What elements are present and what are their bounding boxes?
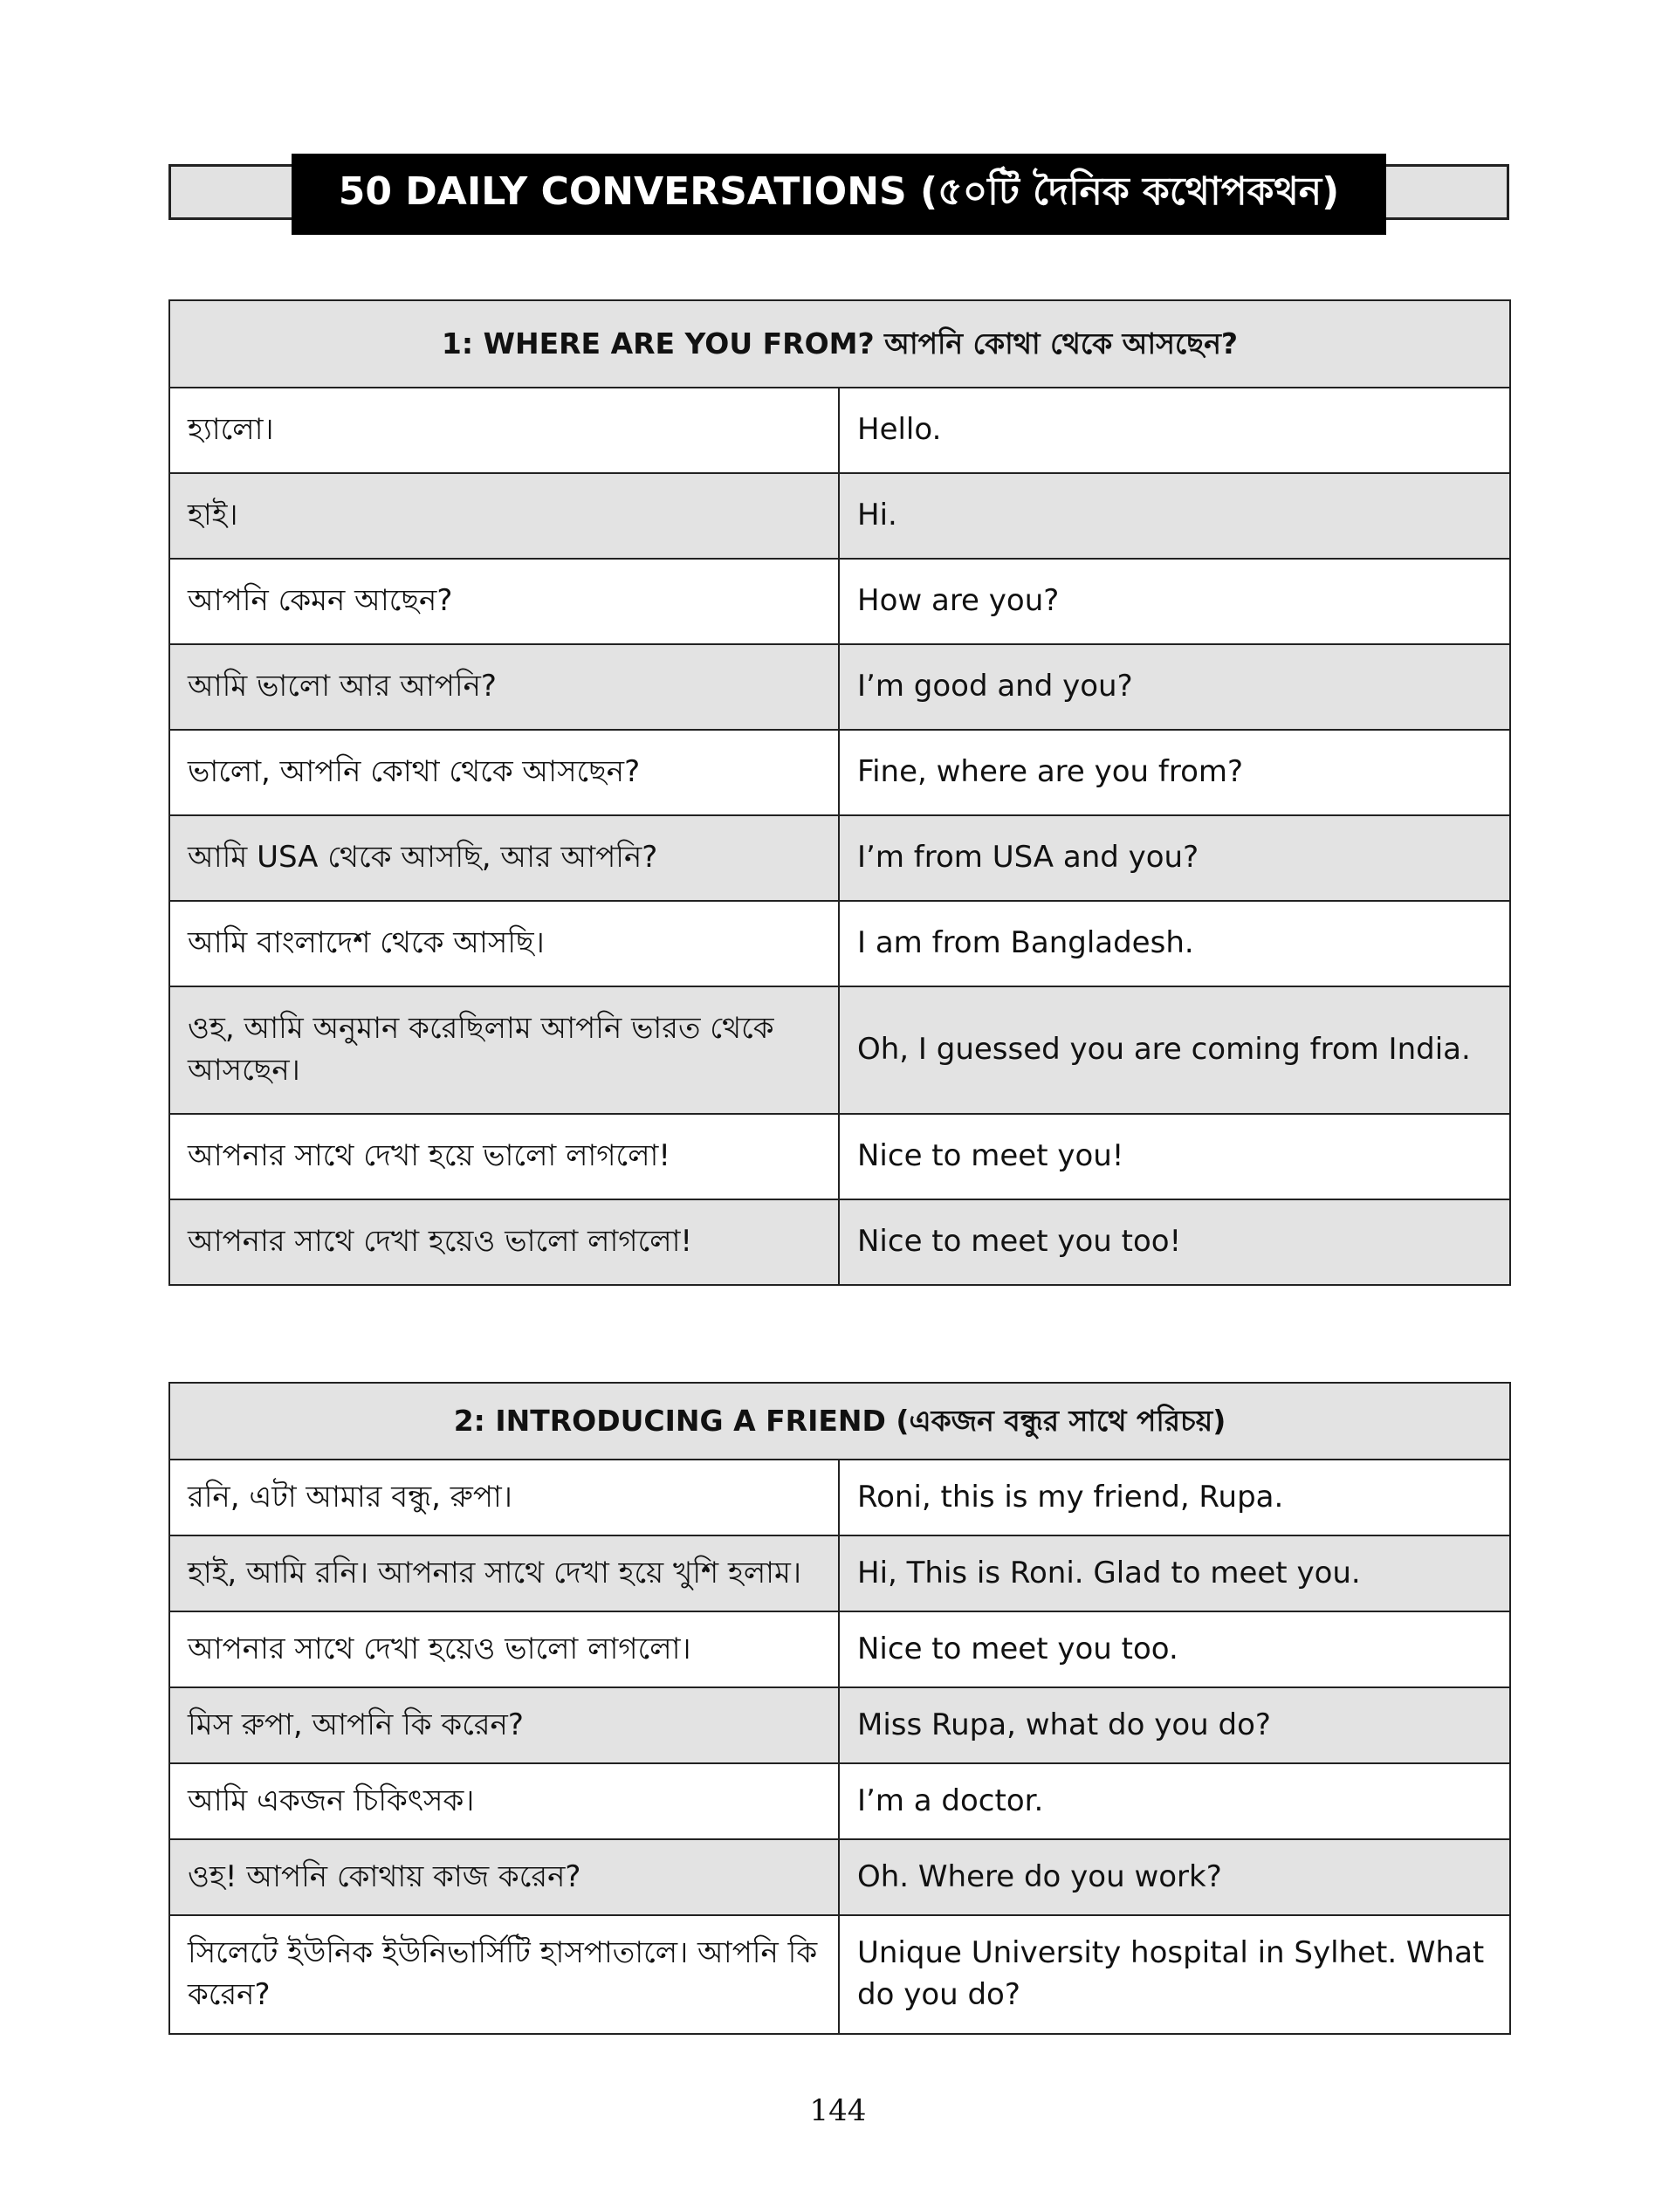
table-row xyxy=(169,1763,1510,1839)
table-row xyxy=(169,730,1510,815)
conversation-table-1 xyxy=(168,299,1511,1286)
table-row xyxy=(169,1687,1510,1763)
english-cell: Nice to meet you too! xyxy=(839,1199,1510,1285)
table-row xyxy=(169,559,1510,644)
english-cell: Nice to meet you! xyxy=(839,1114,1510,1199)
bengali-cell: আমি বাংলাদেশ থেকে আসছি। xyxy=(169,901,839,986)
english-cell: Hello. xyxy=(839,388,1510,473)
english-cell: I’m a doctor. xyxy=(839,1763,1510,1839)
table-row xyxy=(169,644,1510,730)
bengali-cell: রনি, এটা আমার বন্ধু, রুপা। xyxy=(169,1460,839,1535)
english-cell: Hi, This is Roni. Glad to meet you. xyxy=(839,1535,1510,1611)
english-cell: Unique University hospital in Sylhet. What do you do? xyxy=(839,1915,1510,2034)
bengali-cell: ওহ! আপনি কোথায় কাজ করেন? xyxy=(169,1839,839,1915)
bengali-cell: আপনার সাথে দেখা হয়েও ভালো লাগলো। xyxy=(169,1611,839,1687)
english-cell: I’m from USA and you? xyxy=(839,815,1510,901)
table-row xyxy=(169,986,1510,1114)
section-heading: 2: INTRODUCING A FRIEND (একজন বন্ধুর সাথে পরিচয়) xyxy=(169,1383,1510,1460)
english-cell: Oh. Where do you work? xyxy=(839,1839,1510,1915)
conversation-table-2 xyxy=(168,1382,1511,2035)
table-row xyxy=(169,1611,1510,1687)
english-cell: Fine, where are you from? xyxy=(839,730,1510,815)
bengali-cell: আপনার সাথে দেখা হয়ে ভালো লাগলো! xyxy=(169,1114,839,1199)
english-cell: Nice to meet you too. xyxy=(839,1611,1510,1687)
bengali-cell: আপনার সাথে দেখা হয়েও ভালো লাগলো! xyxy=(169,1199,839,1285)
table-row xyxy=(169,1114,1510,1199)
english-cell: Oh, I guessed you are coming from India. xyxy=(839,986,1510,1114)
bengali-cell: মিস রুপা, আপনি কি করেন? xyxy=(169,1687,839,1763)
bengali-cell: হাই, আমি রনি। আপনার সাথে দেখা হয়ে খুশি হলাম। xyxy=(169,1535,839,1611)
table-row xyxy=(169,1839,1510,1915)
bengali-cell: ভালো, আপনি কোথা থেকে আসছেন? xyxy=(169,730,839,815)
table-row xyxy=(169,815,1510,901)
bengali-cell: আপনি কেমন আছেন? xyxy=(169,559,839,644)
table-row xyxy=(169,388,1510,473)
bengali-cell: আমি ভালো আর আপনি? xyxy=(169,644,839,730)
table-row xyxy=(169,1199,1510,1285)
english-cell: I am from Bangladesh. xyxy=(839,901,1510,986)
table-row xyxy=(169,901,1510,986)
section-heading: 1: WHERE ARE YOU FROM? আপনি কোথা থেকে আসছেন? xyxy=(169,300,1510,388)
english-cell: I’m good and you? xyxy=(839,644,1510,730)
page-title: 50 DAILY CONVERSATIONS (৫০টি দৈনিক কথোপকথন) xyxy=(292,154,1386,235)
english-cell: Miss Rupa, what do you do? xyxy=(839,1687,1510,1763)
table-row xyxy=(169,473,1510,559)
table-row xyxy=(169,1535,1510,1611)
bengali-cell: ওহ, আমি অনুমান করেছিলাম আপনি ভারত থেকে আসছেন। xyxy=(169,986,839,1114)
table-row xyxy=(169,1915,1510,2034)
bengali-cell: হ্যালো। xyxy=(169,388,839,473)
page-number: 144 xyxy=(809,2093,867,2128)
bengali-cell: আমি USA থেকে আসছি, আর আপনি? xyxy=(169,815,839,901)
english-cell: Roni, this is my friend, Rupa. xyxy=(839,1460,1510,1535)
table-row xyxy=(169,1460,1510,1535)
english-cell: How are you? xyxy=(839,559,1510,644)
bengali-cell: হাই। xyxy=(169,473,839,559)
bengali-cell: সিলেটে ইউনিক ইউনিভার্সিটি হাসপাতালে। আপনি কি করেন? xyxy=(169,1915,839,2034)
english-cell: Hi. xyxy=(839,473,1510,559)
bengali-cell: আমি একজন চিকিৎসক। xyxy=(169,1763,839,1839)
